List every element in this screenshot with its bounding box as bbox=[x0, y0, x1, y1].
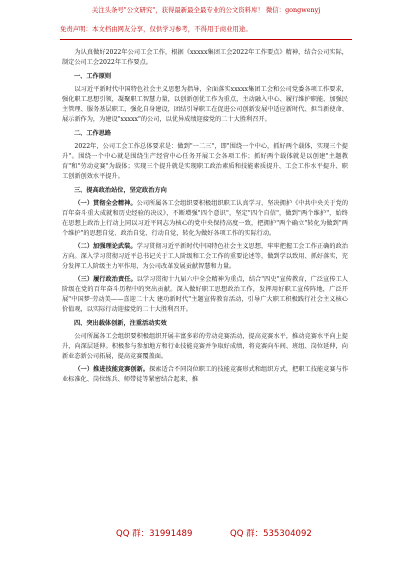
qq-group-2: QQ 群：535304092 bbox=[230, 529, 312, 539]
subheading-duty: （三）履行政治责任。 bbox=[74, 276, 137, 283]
promo-header bbox=[60, 6, 352, 15]
paragraph-plenary bbox=[62, 199, 348, 239]
paragraph-skills-text: 探索适合不同岗位职工的技能竞赛形式和组织方式，把职工技能竞赛与作业标准化、岗位练兵、师带徒等紧密结合起来，推 bbox=[62, 366, 349, 383]
section-heading-3: 三、提高政治站位，坚定政治方向 bbox=[74, 187, 167, 194]
paragraph-principles: 以习近平新时代中国特色社会主义思想为指导，全面落实xxxxx集团工会和公司党委各项工作要求，强化职工思想引领，凝聚职工智慧力量，以创新创优工作为重点，主动融入中心、履行维护职能、加强民主管理、服务基层职工，强化自身建设，团结引导职工在促进公司创新发展中适应新时代、担当新使命、展示新作为，为建设"xxxxx"的公司，以优异成绩迎接党的二十大胜利召开。 bbox=[62, 86, 348, 123]
subheading-plenary: （一）贯彻全会精神。 bbox=[74, 200, 137, 207]
paragraph-theory-text: 学习贯彻习近平新时代中国特色社会主义思想，牢牢把握工会工作正确的政治方向。深入学习贯彻习近平总书记关于工人阶级和工会工作的重要论述等，做到学以致用、抓好落实，充分发挥工人阶级主力军作用，为公司改革发展贡献智慧和力量。 bbox=[62, 243, 349, 270]
qq-footer bbox=[60, 527, 352, 541]
subheading-theory: （二）加强理论武装。 bbox=[74, 243, 137, 250]
section-heading-1: 一、工作原则 bbox=[74, 73, 112, 80]
paragraph-competition: 公司所属各工会组织要积极组织开展丰富多彩的劳动竞赛活动，提高竞赛水平，推动竞赛水平向上提升，向深层延伸。积极参与参加地方和行业技能竞赛并争取好成绩，将竞赛向车间、班组、岗位延伸，向新业态新公司拓展，提高竞赛覆盖面。 bbox=[62, 333, 348, 360]
paragraph-duty-text: 以学习贯彻十九届六中全会精神为重点，结合"四史"宣传教育，广泛宣传工人阶级在党的百年奋斗历程中的突出贡献。深入做好职工思想政治工作，发挥用好职工宣传阵地，广泛开展"中国梦·劳动美——喜迎二十大 建功新时代"主题宣传教育活动，引导广大职工积极践行社会主义核心价值观，以实际行动迎接党的二十大胜利召开。 bbox=[62, 276, 348, 313]
section-heading-4: 四、突出载体创新，注重活动实效 bbox=[74, 320, 167, 327]
promo-line-2: 微信：gongwenyj bbox=[265, 6, 321, 14]
paragraph-approach: 2022年，公司工会工作总体要求是：做到"一二三"，即"围绕一个中心，抓好两个载体，实现三个提升"。围绕一个中心就是围绕生产经营中心任务开展工会各项工作；抓好两个载体就是以创建"主题教育"和"劳动竞赛"为载体；实现三个提升就是实现职工政治素质和技能素质提升、工会工作水平提升、职工创新创效水平提升。 bbox=[62, 143, 348, 180]
qq-group-1: QQ 群：31991489 bbox=[116, 529, 193, 539]
document-body bbox=[62, 48, 348, 388]
paragraph-skills bbox=[62, 365, 348, 385]
disclaimer-note: 免责声明：本文档由网友分享，仅供学习参考，不得用于商业用途。 bbox=[60, 25, 252, 33]
intro-paragraph: 为认真做好2022年公司工会工作，根据《xxxxx集团工会2022年工作要点》精神，结合公司实际，制定公司工会2022年工作要点。 bbox=[62, 49, 348, 66]
promo-line-1: 关注头条号"公文研究"，获得最新最全最专业的公文资料库！ bbox=[91, 6, 264, 14]
paragraph-duty bbox=[62, 275, 348, 315]
paragraph-plenary-text: 公司所属各工会组织要积极组织职工认真学习、坚决拥护《中共中央关于党的百年奋斗重大成就和历史经验的决议》，不断增强"四个意识"，坚定"四个自信"，做到"两个维护"，始终在思想上政治上行动上同以习近平同志为核心的党中央保持高度一致，把拥护"两个确立"转化为做到"两个维护"的思想自觉、政治自觉、行动自觉，转化为做好各项工作的实际行动。 bbox=[62, 200, 349, 237]
subheading-skills: （一）推进技能竞赛创新。 bbox=[74, 366, 150, 373]
paragraph-theory bbox=[62, 242, 348, 272]
section-heading-2: 二、工作思路 bbox=[74, 130, 112, 137]
header-divider bbox=[60, 39, 352, 40]
